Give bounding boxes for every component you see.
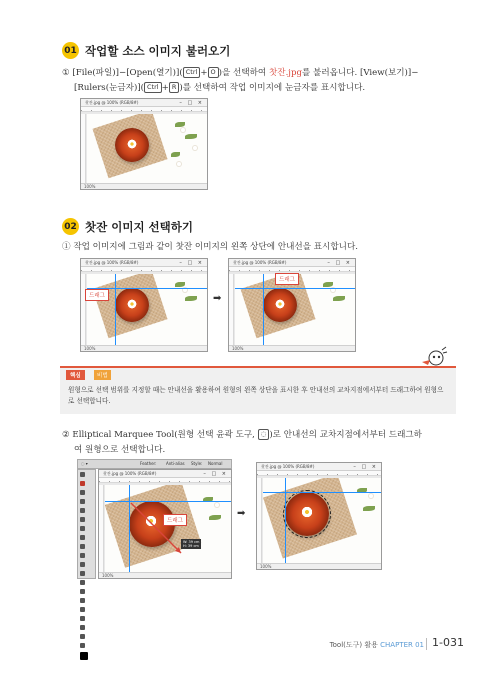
path-select-icon[interactable]: [80, 616, 85, 621]
step-number-badge: 01: [62, 42, 79, 59]
flower-icon: [275, 299, 285, 309]
tea-cup-photo[interactable]: [263, 478, 381, 563]
healing-tool-icon[interactable]: [80, 526, 85, 531]
vertical-guide[interactable]: [263, 274, 264, 345]
selection-height: H: 39 cm: [183, 544, 199, 548]
tip-box: [60, 366, 456, 414]
leaf: [323, 282, 333, 287]
status-bar: [99, 572, 231, 578]
dodge-tool-icon[interactable]: [80, 589, 85, 594]
small-flower: [181, 128, 185, 132]
footer-section-label: Tool(도구) 활용: [329, 641, 378, 649]
zoom-tool-icon[interactable]: [80, 643, 85, 648]
step-02-heading: [62, 218, 193, 235]
arrow-right-icon: ➡: [237, 508, 246, 519]
leaf: [333, 296, 345, 301]
window-title: 찻잔.jpg @ 100% (RGB/8#): [233, 260, 287, 265]
document-window-result[interactable]: [256, 462, 382, 570]
vertical-ruler: [81, 274, 86, 345]
instruction-text: 여 원형으로 선택합니다.: [74, 445, 166, 455]
window-titlebar[interactable]: [229, 259, 355, 267]
style-label: Style:: [191, 461, 203, 466]
tip-badge-secondary: 비법: [94, 370, 111, 380]
window-title: 찻잔.jpg @ 100% (RGB/8#): [261, 464, 315, 469]
drag-arrow-icon: [129, 501, 189, 561]
window-controls-icon[interactable]: – □ ×: [353, 464, 378, 470]
blur-tool-icon[interactable]: [80, 580, 85, 585]
leaf: [175, 282, 185, 287]
file-name: 찻잔.jpg: [268, 68, 302, 78]
leaf: [185, 296, 197, 301]
crop-tool-icon[interactable]: [80, 508, 85, 513]
tip-text: 원형으로 선택 범위를 지정할 때는 안내선을 활용하여 원형의 왼쪽 상단을 표시한 후 안내선의 교차지점에서부터 드래그하여 원형으로 선택합니다.: [68, 386, 444, 405]
instruction-text: )를 선택하여 작업 이미지에 눈금자를 표시합니다.: [179, 83, 366, 93]
window-title: 찻잔.jpg @ 100% (RGB/8#): [85, 100, 139, 105]
status-bar: [81, 183, 207, 189]
window-controls-icon[interactable]: – □ ×: [179, 260, 204, 266]
gradient-tool-icon[interactable]: [80, 571, 85, 576]
lasso-tool-icon[interactable]: [80, 490, 85, 495]
document-window[interactable]: [80, 98, 208, 190]
hand-tool-icon[interactable]: [80, 634, 85, 639]
vertical-ruler: [229, 274, 234, 345]
instruction-text: 를 불러옵니다. [View(보기)]−: [301, 68, 419, 78]
horizontal-ruler: [81, 267, 207, 272]
eraser-tool-icon[interactable]: [80, 562, 85, 567]
horizontal-ruler: [99, 478, 231, 483]
anti-alias-checkbox[interactable]: Anti-alias: [166, 461, 185, 466]
shape-tool-icon[interactable]: [80, 625, 85, 630]
marquee-tool-icon[interactable]: ◌ ▾: [81, 461, 88, 466]
vertical-guide[interactable]: [285, 478, 286, 563]
window-title: 찻잔.jpg @ 100% (RGB/8#): [103, 471, 157, 476]
pen-tool-icon[interactable]: [80, 598, 85, 603]
tools-panel[interactable]: [77, 469, 96, 579]
feather-label: Feather:: [140, 461, 157, 466]
move-tool-icon[interactable]: [80, 472, 85, 477]
selection-size-readout: [181, 539, 201, 549]
small-flower: [177, 162, 181, 166]
mascot-icon: [418, 346, 448, 368]
tea-cup-photo[interactable]: [87, 114, 207, 183]
instruction-text: ① [File(파일)]−[Open(열기)](: [62, 68, 183, 78]
small-flower: [193, 146, 197, 150]
r-key: R: [169, 82, 180, 93]
window-controls-icon[interactable]: – □ ×: [179, 100, 204, 106]
o-key: O: [208, 67, 219, 78]
instruction-text: [Rulers(눈금자)](: [74, 83, 145, 93]
vertical-ruler: [99, 485, 104, 572]
step-01-instruction: [62, 66, 462, 96]
instruction-text: ① 작업 이미지에 그림과 같이 찻잔 이미지의 왼쪽 상단에 안내선을 표시합니다.: [62, 242, 358, 252]
zoom-level: 100%: [260, 564, 272, 569]
vertical-ruler: [257, 478, 262, 563]
window-titlebar[interactable]: [81, 99, 207, 107]
flower-icon: [127, 299, 137, 309]
plus-sign: +: [200, 68, 208, 78]
horizontal-guide[interactable]: [263, 492, 381, 493]
brush-tool-icon[interactable]: [80, 535, 85, 540]
leaf: [175, 122, 185, 127]
running-footer: [330, 640, 424, 650]
step-title: 찻잔 이미지 선택하기: [85, 219, 193, 234]
horizontal-ruler: [229, 267, 355, 272]
instruction-text: )을 선택하여: [218, 68, 269, 78]
vertical-guide[interactable]: [115, 274, 116, 345]
instruction-line-2: [62, 81, 462, 96]
page-number: 1-031: [432, 636, 464, 649]
step-01-heading: [62, 42, 230, 59]
window-titlebar[interactable]: [81, 259, 207, 267]
flower-icon: [127, 139, 137, 149]
status-bar: [81, 345, 207, 351]
leaf: [363, 506, 375, 511]
step-title: 작업할 소스 이미지 불러오기: [85, 43, 231, 58]
tip-accent-line: [60, 366, 456, 368]
horizontal-ruler: [257, 471, 381, 476]
leaf: [209, 515, 221, 520]
zoom-level: 100%: [84, 184, 96, 189]
footer-divider: [426, 638, 427, 650]
document-window-selection[interactable]: [98, 469, 232, 579]
horizontal-guide[interactable]: [235, 288, 355, 289]
vertical-ruler: [81, 114, 86, 183]
step-02-instruction-2: [62, 428, 462, 458]
type-tool-icon[interactable]: [80, 607, 85, 612]
eyedropper-tool-icon[interactable]: [80, 517, 85, 522]
window-titlebar[interactable]: [99, 470, 231, 478]
horizontal-ruler: [81, 107, 207, 112]
ctrl-key: Ctrl: [183, 67, 201, 78]
zoom-level: 100%: [102, 573, 114, 578]
arrow-right-icon: ➡: [213, 293, 222, 304]
document-window-guides-after[interactable]: [228, 258, 356, 352]
history-brush-icon[interactable]: [80, 553, 85, 558]
instruction-text: )로 안내선의 교차지점에서부터 드래그하: [269, 430, 422, 440]
step-02-instruction-1: [62, 240, 462, 255]
status-bar: [229, 345, 355, 351]
tea-cup-photo[interactable]: [87, 274, 207, 345]
window-controls-icon[interactable]: – □ ×: [203, 471, 228, 477]
instruction-text: ② Elliptical Marquee Tool(원형 선택 윤곽 도구,: [62, 430, 258, 440]
selection-width: W: 39 cm: [183, 540, 200, 544]
style-select[interactable]: Normal: [208, 461, 223, 466]
window-titlebar[interactable]: [257, 463, 381, 471]
foreground-color-icon[interactable]: [80, 652, 88, 660]
drag-callout: 드래그: [163, 514, 187, 526]
document-window-guides-before[interactable]: [80, 258, 208, 352]
stamp-tool-icon[interactable]: [80, 544, 85, 549]
zoom-level: 100%: [84, 346, 96, 351]
magic-wand-tool-icon[interactable]: [80, 499, 85, 504]
drag-callout: 드래그: [85, 289, 109, 301]
footer-chapter: CHAPTER 01: [380, 641, 424, 649]
marquee-tool-icon[interactable]: [80, 481, 85, 486]
leaf: [185, 134, 197, 139]
tip-badge: 핵심: [66, 370, 85, 380]
window-title: 찻잔.jpg @ 100% (RGB/8#): [85, 260, 139, 265]
flower-icon: [301, 506, 313, 518]
plus-sign: +: [161, 83, 169, 93]
ctrl-key: Ctrl: [144, 82, 162, 93]
step-number-badge: 02: [62, 218, 79, 235]
status-bar: [257, 563, 381, 569]
small-flower: [215, 503, 219, 507]
small-flower: [369, 494, 373, 498]
leaf: [171, 152, 180, 157]
drag-callout: 드래그: [275, 273, 299, 285]
elliptical-marquee-tool-icon: ◌: [258, 429, 270, 440]
options-bar[interactable]: [77, 459, 232, 469]
tea-cup-photo[interactable]: [105, 485, 231, 572]
zoom-level: 100%: [232, 346, 244, 351]
window-controls-icon[interactable]: – □ ×: [327, 260, 352, 266]
